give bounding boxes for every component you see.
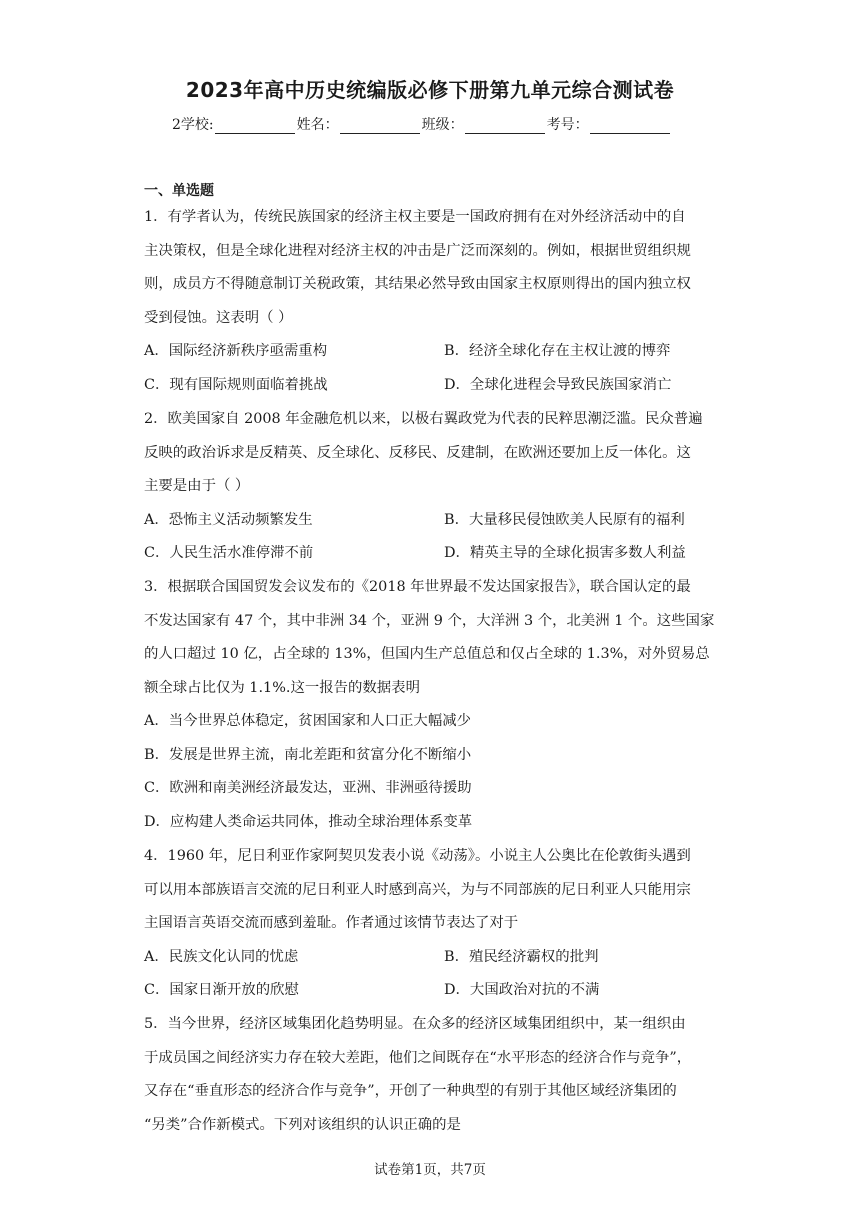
question-2: [144, 403, 718, 571]
question-line: 反映的政治诉求是反精英、反全球化、反移民、反建制，在欧洲还要加上反一体化。这: [144, 444, 691, 461]
question-line: 4．1960 年，尼日利亚作家阿契贝发表小说《动荡》。小说主人公奥比在伦敦街头遇到: [144, 848, 691, 864]
class-label: 班级：: [421, 117, 464, 133]
question-line: 受到侵蚀。这表明（ ）: [144, 309, 293, 326]
option-b: B．经济全球化存在主权让渡的博弈: [444, 343, 671, 359]
school-blank: [215, 118, 295, 134]
option-b: B．大量移民侵蚀欧美人民原有的福利: [444, 511, 685, 528]
option-d: D．大国政治对抗的不满: [444, 982, 600, 998]
question-line: 的人口超过 10 亿，占全球的 13%，但国内生产总值总和仅占全球的 1.3%，对外贸易总: [144, 646, 710, 662]
option-b: B．发展是世界主流，南北差距和贫富分化不断缩小: [144, 746, 472, 763]
option-a: A．当今世界总体稳定，贫困国家和人口正大幅减少: [144, 713, 471, 729]
question-line: 可以用本部族语言交流的尼日利亚人时感到高兴，为与不同部族的尼日利亚人只能用宗: [144, 881, 691, 898]
question-line: “另类”合作新模式。下列对该组织的认识正确的是: [144, 1116, 461, 1133]
option-a: A．恐怖主义活动频繁发生: [144, 511, 313, 528]
option-a: A．民族文化认同的忧虑: [144, 948, 299, 965]
option-row: [144, 974, 718, 1008]
option-c: C．欧洲和南美洲经济最发达，亚洲、非洲亟待援助: [144, 780, 472, 796]
question-3: [144, 571, 718, 839]
question-1: [144, 201, 718, 402]
option-row: [144, 941, 718, 975]
question-line: 又存在“垂直形态的经济合作与竞争”，开创了一种典型的有别于其他区域经济集团的: [144, 1083, 677, 1099]
option-d: D．应构建人类命运共同体，推动全球治理体系变革: [144, 813, 473, 830]
option-row: [144, 335, 718, 369]
question-line: 额全球占比仅为 1.1%.这一报告的数据表明: [144, 679, 420, 696]
page-footer: 试卷第1页，共7页: [374, 1162, 486, 1178]
name-blank: [340, 118, 420, 134]
student-info-row: [172, 114, 672, 134]
question-line: 2．欧美国家自 2008 年金融危机以来，以极右翼政党为代表的民粹思潮泛滥。民众普遍: [144, 411, 703, 427]
option-b: B．殖民经济霸权的批判: [444, 948, 599, 965]
option-d: D．精英主导的全球化损害多数人利益: [444, 545, 686, 561]
section-heading: 一、单选题: [144, 183, 214, 199]
question-line: 主要是由于（ ）: [144, 478, 250, 494]
page-title: 2023年高中历史统编版必修下册第九单元综合测试卷: [185, 78, 675, 102]
exam-no-blank: [590, 118, 670, 134]
option-c: C．人民生活水准停滞不前: [144, 545, 314, 561]
question-line: 于成员国之间经济实力存在较大差距，他们之间既存在“水平形态的经济合作与竞争”，: [144, 1049, 692, 1066]
question-line: 则，成员方不得随意制订关税政策，其结果必然导致由国家主权原则得出的国内独立权: [144, 276, 691, 292]
exam-no-label: 考号：: [546, 117, 589, 133]
name-label: 姓名：: [296, 117, 339, 133]
option-c: C．现有国际规则面临着挑战: [144, 376, 328, 393]
question-line: 1．有学者认为，传统民族国家的经济主权主要是一国政府拥有在对外经济活动中的自: [144, 209, 686, 225]
question-5: [144, 1008, 718, 1142]
question-line: 5．当今世界，经济区域集团化趋势明显。在众多的经济区域集团组织中，某一组织由: [144, 1016, 686, 1032]
option-c: C．国家日渐开放的欣慰: [144, 982, 299, 998]
option-a: A．国际经济新秩序亟需重构: [144, 343, 328, 359]
question-line: 主国语言英语交流而感到羞耻。作者通过该情节表达了对于: [144, 915, 519, 931]
question-line: 主决策权，但是全球化进程对经济主权的冲击是广泛而深刻的。例如，根据世贸组织规: [144, 242, 691, 259]
question-line: 3．根据联合国国贸发会议发布的《2018 年世界最不发达国家报告》，联合国认定的最: [144, 579, 691, 595]
school-label: 2学校:: [172, 117, 214, 133]
option-row: [144, 504, 718, 538]
question-4: [144, 840, 718, 1008]
option-d: D．全球化进程会导致民族国家消亡: [444, 376, 672, 393]
option-row: [144, 369, 718, 403]
option-row: [144, 537, 718, 571]
class-blank: [465, 118, 545, 134]
question-line: 不发达国家有 47 个，其中非洲 34 个，亚洲 9 个，大洋洲 3 个，北美洲 1 个。这些国家: [144, 612, 715, 629]
